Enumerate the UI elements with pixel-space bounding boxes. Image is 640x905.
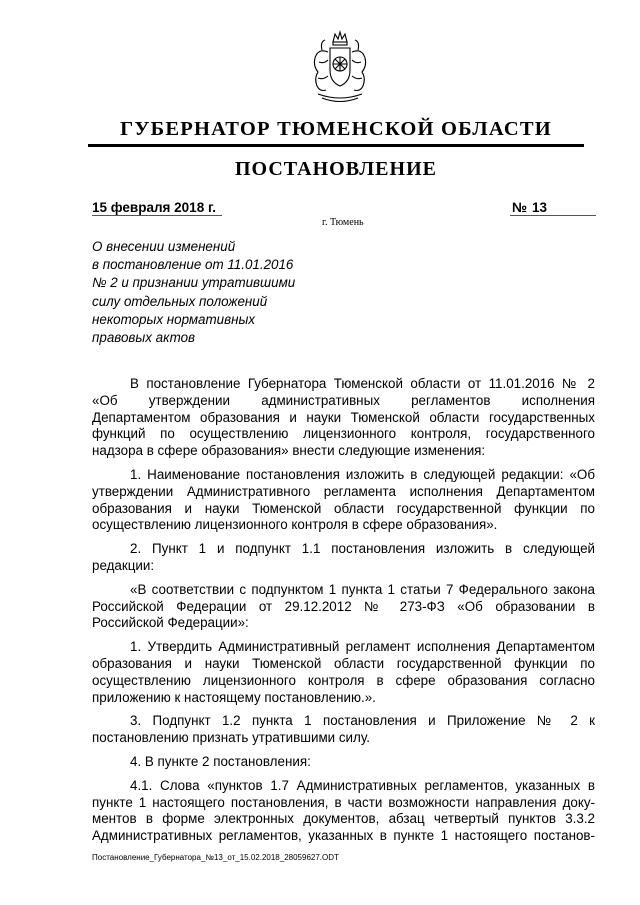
- document-number-label: №: [512, 200, 528, 215]
- text-line: утверждении Административного регламента исполнения Департаментом: [92, 483, 595, 499]
- text-line: 1. Утвердить Административный регламент исполнения Департаментом: [130, 639, 595, 655]
- text-line: «В соответствии с подпунктом 1 пункта 1 статьи 7 Федерального закона: [130, 581, 595, 597]
- text-line: Департаментом образования и науки Тюменской области государственных: [92, 409, 595, 425]
- text-line: 4.1. Слова «пунктов 1.7 Административных регламентов, указанных в: [130, 777, 595, 793]
- document-date: 15 февраля 2018 г.: [92, 200, 216, 215]
- document-subject: [92, 238, 295, 347]
- document-city: г. Тюмень: [322, 217, 364, 228]
- text-line: осуществлению лицензионного контроля в сфере образования согласно: [92, 672, 595, 688]
- text-line: образования и науки Тюменской области государственной функции по: [92, 655, 595, 671]
- body-paragraph: [92, 713, 595, 747]
- text-line: 4. В пункте 2 постановления:: [130, 753, 311, 769]
- text-line: Российской Федерации от 29.12.2012 № 273-ФЗ «Об образовании в: [92, 598, 595, 614]
- subject-line: О внесении изменений: [92, 239, 236, 254]
- coat-of-arms-emblem: [300, 28, 380, 108]
- body-paragraph: [92, 754, 595, 771]
- subject-line: силу отдельных положений: [92, 293, 268, 309]
- issuer-title: ГУБЕРНАТОР ТЮМЕНСКОЙ ОБЛАСТИ: [120, 118, 552, 140]
- body-paragraph: [92, 639, 595, 706]
- number-underline: [510, 215, 596, 216]
- text-line: образования и науки Тюменской области государственной функции по: [92, 500, 595, 516]
- text-line: Административных регламентов, указанных в пункте 1 настоящего постанов-: [92, 828, 595, 844]
- body-paragraph: [92, 467, 595, 534]
- text-line: Российской Федерации»:: [92, 615, 249, 631]
- text-line: надзора в сфере образования» внести следующие изменения:: [92, 443, 486, 459]
- body-paragraph: [92, 778, 595, 845]
- body-paragraph: [92, 376, 595, 460]
- file-name-footer: Постановление_Губернатора_№13_от_15.02.2018_28059627.ODT: [92, 853, 339, 862]
- text-line: функций по осуществлению лицензионного контроля, государственного: [92, 426, 595, 442]
- text-line: 2. Пункт 1 и подпункт 1.1 постановления изложить в следующей: [130, 541, 595, 557]
- subject-line: № 2 и признании утратившими: [92, 275, 296, 291]
- text-line: 3. Подпункт 1.2 пункта 1 постановления и Приложение № 2 к: [130, 713, 595, 729]
- subject-line: некоторых нормативных: [92, 311, 256, 327]
- text-line: В постановление Губернатора Тюменской области от 11.01.2016 № 2: [130, 376, 595, 391]
- text-line: осуществлению лицензионного контроля в сфере образования».: [92, 517, 498, 533]
- text-line: ментов в форме электронных документов, абзац четвертый пунктов 3.3.2: [92, 811, 595, 827]
- subject-line: правовых актов: [92, 330, 196, 346]
- text-line: постановлению признать утратившими силу.: [92, 730, 370, 746]
- text-line: приложению к настоящему постановлению.».: [92, 689, 376, 705]
- body-paragraph: [92, 541, 595, 575]
- date-underline: [92, 215, 222, 216]
- document-body: [92, 376, 595, 852]
- body-paragraph: [92, 582, 595, 632]
- header-divider: [88, 144, 584, 147]
- document-number: 13: [532, 200, 548, 215]
- document-type-title: ПОСТАНОВЛЕНИЕ: [235, 158, 437, 180]
- text-line: «Об утверждении административных регламентов исполнения: [92, 392, 595, 408]
- subject-line: в постановление от 11.01.2016: [92, 257, 294, 273]
- text-line: пункте 1 настоящего постановления, в части возможности направления доку-: [92, 794, 595, 810]
- text-line: редакции:: [92, 557, 155, 573]
- text-line: 1. Наименование постановления изложить в следующей редакции: «Об: [130, 466, 595, 482]
